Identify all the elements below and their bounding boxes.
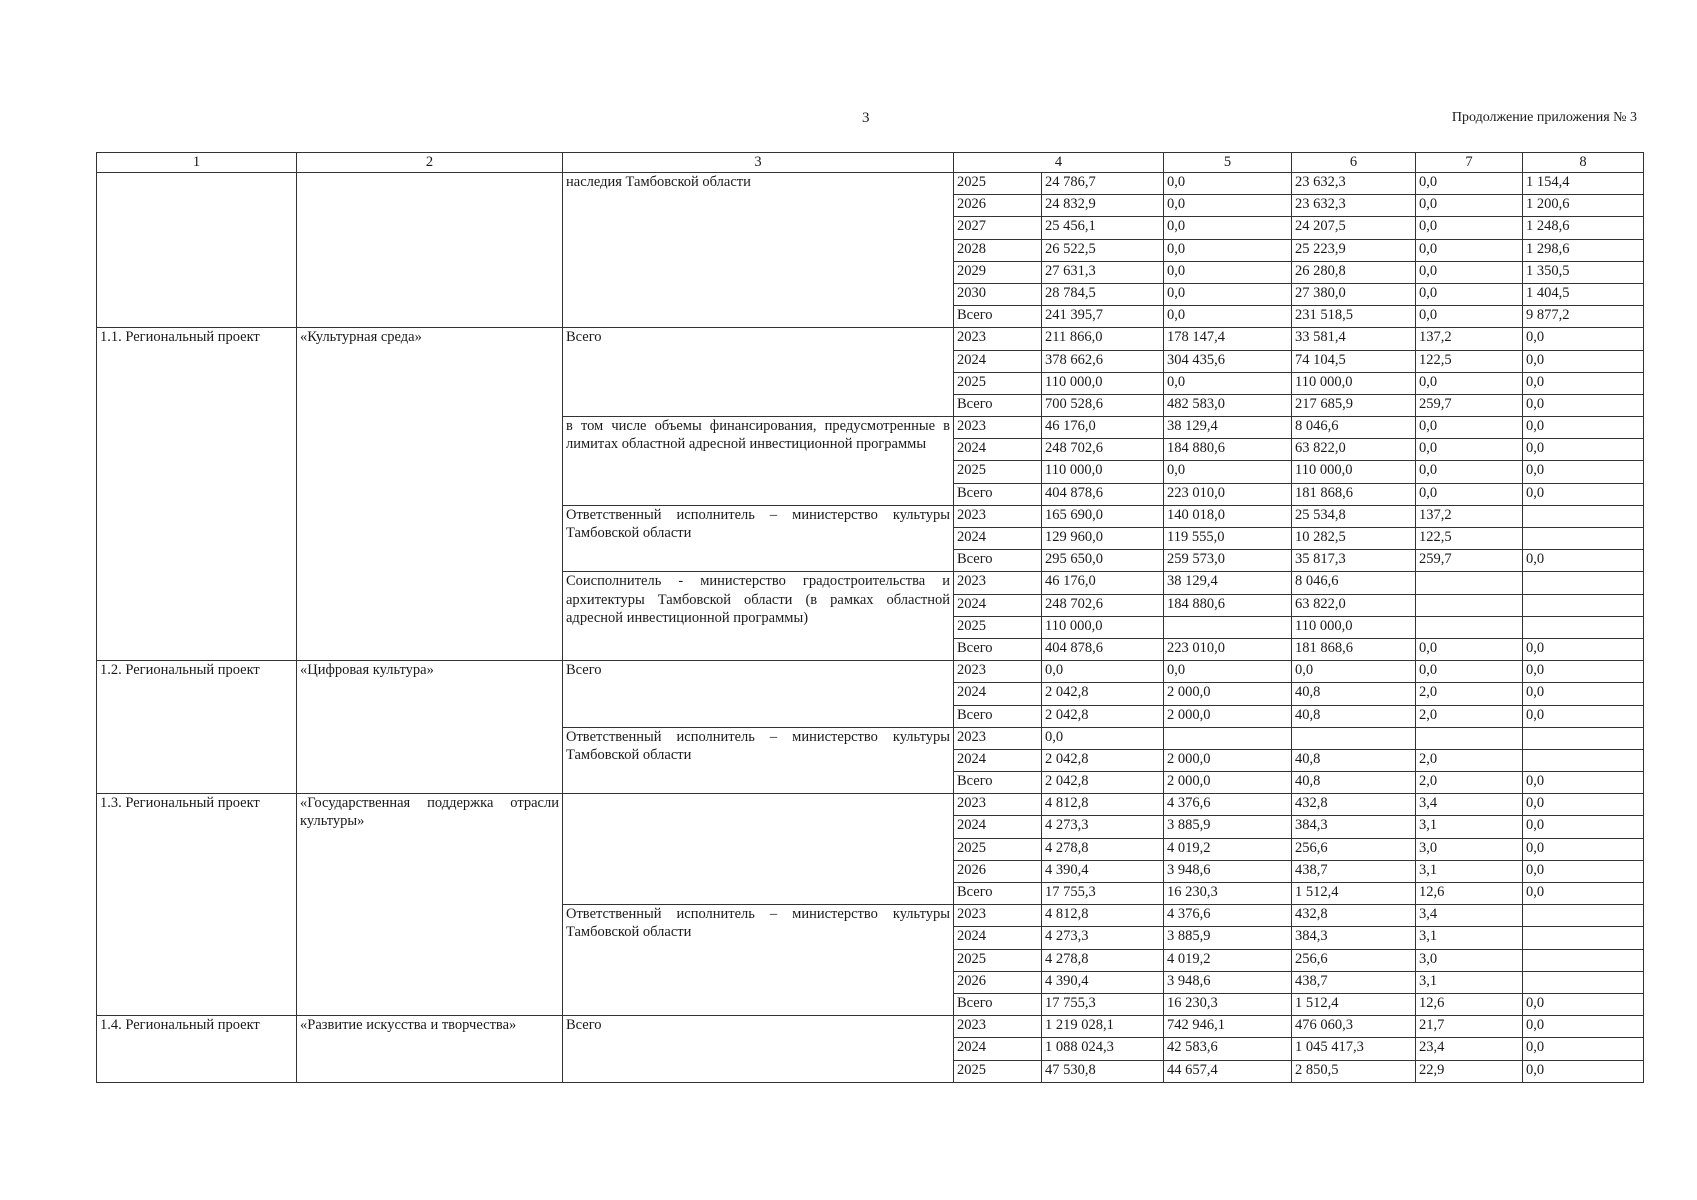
amount-cell: 0,0 [1416,283,1523,305]
project-name-cell: «Государственная поддержка отрасли культуры» [297,794,563,1016]
amount-cell: 2,0 [1416,749,1523,771]
amount-cell: 25 456,1 [1042,217,1164,239]
amount-cell: 0,0 [1164,261,1292,283]
amount-cell: 3,0 [1416,838,1523,860]
amount-cell: 38 129,4 [1164,572,1292,594]
amount-cell: 0,0 [1164,283,1292,305]
table-row [97,1016,1644,1038]
amount-cell: 35 817,3 [1292,550,1416,572]
amount-cell: 110 000,0 [1292,461,1416,483]
year-cell: 2023 [954,661,1042,683]
amount-cell: 129 960,0 [1042,528,1164,550]
amount-cell: 1 154,4 [1523,173,1644,195]
amount-cell: 8 046,6 [1292,572,1416,594]
amount-cell: 4 390,4 [1042,860,1164,882]
amount-cell: 10 282,5 [1292,528,1416,550]
amount-cell: 3 948,6 [1164,971,1292,993]
amount-cell: 42 583,6 [1164,1038,1292,1060]
amount-cell: 2 042,8 [1042,772,1164,794]
amount-cell: 110 000,0 [1042,461,1164,483]
amount-cell: 26 522,5 [1042,239,1164,261]
year-cell: 2029 [954,261,1042,283]
amount-cell: 46 176,0 [1042,417,1164,439]
amount-cell [1416,727,1523,749]
year-cell: 2023 [954,505,1042,527]
amount-cell: 0,0 [1523,372,1644,394]
year-cell: 2024 [954,439,1042,461]
executor-cell: в том числе объемы финансирования, предусмотренные в лимитах областной адресной инвестиционной программы [563,417,954,506]
amount-cell: 1 298,6 [1523,239,1644,261]
amount-cell: 0,0 [1416,306,1523,328]
amount-cell: 2 850,5 [1292,1060,1416,1082]
year-cell: Всего [954,883,1042,905]
amount-cell: 3,1 [1416,860,1523,882]
header-cell: 3 [563,153,954,173]
amount-cell: 9 877,2 [1523,306,1644,328]
project-number-cell: 1.3. Региональный проект [97,794,297,1016]
amount-cell: 0,0 [1416,483,1523,505]
amount-cell: 4 019,2 [1164,838,1292,860]
amount-cell: 2,0 [1416,772,1523,794]
amount-cell: 27 380,0 [1292,283,1416,305]
header-cell: 6 [1292,153,1416,173]
amount-cell: 16 230,3 [1164,993,1292,1015]
amount-cell: 17 755,3 [1042,883,1164,905]
year-cell: 2024 [954,528,1042,550]
amount-cell: 12,6 [1416,993,1523,1015]
amount-cell: 2,0 [1416,705,1523,727]
executor-cell: наследия Тамбовской области [563,173,954,328]
amount-cell: 46 176,0 [1042,572,1164,594]
year-cell: 2023 [954,328,1042,350]
amount-cell: 137,2 [1416,505,1523,527]
amount-cell: 2 000,0 [1164,772,1292,794]
amount-cell: 40,8 [1292,705,1416,727]
header-cell: 7 [1416,153,1523,173]
header-cell: 8 [1523,153,1644,173]
amount-cell: 40,8 [1292,683,1416,705]
amount-cell: 0,0 [1523,705,1644,727]
amount-cell: 700 528,6 [1042,394,1164,416]
amount-cell: 0,0 [1416,195,1523,217]
amount-cell: 432,8 [1292,794,1416,816]
amount-cell: 40,8 [1292,772,1416,794]
amount-cell: 119 555,0 [1164,528,1292,550]
header-cell: 2 [297,153,563,173]
amount-cell: 256,6 [1292,838,1416,860]
year-cell: 2025 [954,173,1042,195]
amount-cell: 742 946,1 [1164,1016,1292,1038]
amount-cell: 110 000,0 [1292,372,1416,394]
amount-cell: 137,2 [1416,328,1523,350]
amount-cell: 25 223,9 [1292,239,1416,261]
amount-cell: 184 880,6 [1164,594,1292,616]
amount-cell: 110 000,0 [1042,616,1164,638]
executor-cell: Всего [563,1016,954,1083]
amount-cell: 1 350,5 [1523,261,1644,283]
amount-cell: 24 786,7 [1042,173,1164,195]
amount-cell: 2 042,8 [1042,749,1164,771]
amount-cell: 0,0 [1042,661,1164,683]
amount-cell [1523,749,1644,771]
year-cell: 2023 [954,572,1042,594]
amount-cell [1523,727,1644,749]
amount-cell: 122,5 [1416,528,1523,550]
amount-cell: 24 832,9 [1042,195,1164,217]
amount-cell [1416,572,1523,594]
amount-cell [1523,594,1644,616]
amount-cell: 404 878,6 [1042,638,1164,660]
amount-cell: 1 512,4 [1292,993,1416,1015]
amount-cell: 40,8 [1292,749,1416,771]
project-number-cell: 1.2. Региональный проект [97,661,297,794]
project-number-cell: 1.1. Региональный проект [97,328,297,661]
year-cell: 2024 [954,927,1042,949]
year-cell: 2027 [954,217,1042,239]
amount-cell: 4 376,6 [1164,794,1292,816]
amount-cell: 12,6 [1416,883,1523,905]
amount-cell: 1 045 417,3 [1292,1038,1416,1060]
amount-cell [1523,616,1644,638]
amount-cell: 2 000,0 [1164,683,1292,705]
amount-cell: 3,4 [1416,794,1523,816]
amount-cell: 2 042,8 [1042,705,1164,727]
amount-cell [1523,905,1644,927]
amount-cell: 4 376,6 [1164,905,1292,927]
table-row [97,328,1644,350]
amount-cell: 0,0 [1523,328,1644,350]
amount-cell: 44 657,4 [1164,1060,1292,1082]
amount-cell [1416,594,1523,616]
amount-cell: 223 010,0 [1164,638,1292,660]
project-name-cell: «Цифровая культура» [297,661,563,794]
amount-cell [1164,616,1292,638]
amount-cell: 4 273,3 [1042,816,1164,838]
amount-cell: 0,0 [1523,394,1644,416]
amount-cell: 0,0 [1416,638,1523,660]
executor-cell: Ответственный исполнитель – министерство культуры Тамбовской области [563,505,954,572]
amount-cell: 0,0 [1523,483,1644,505]
year-cell: 2028 [954,239,1042,261]
executor-cell: Всего [563,328,954,417]
amount-cell [1416,616,1523,638]
amount-cell: 378 662,6 [1042,350,1164,372]
executor-cell: Всего [563,661,954,728]
amount-cell: 248 702,6 [1042,594,1164,616]
year-cell: 2024 [954,816,1042,838]
amount-cell: 0,0 [1164,461,1292,483]
amount-cell: 0,0 [1416,461,1523,483]
project-name-cell: «Развитие искусства и творчества» [297,1016,563,1083]
amount-cell: 3,0 [1416,949,1523,971]
amount-cell: 4 812,8 [1042,905,1164,927]
year-cell: 2024 [954,594,1042,616]
amount-cell: 2 000,0 [1164,749,1292,771]
amount-cell: 295 650,0 [1042,550,1164,572]
amount-cell: 3,1 [1416,816,1523,838]
amount-cell: 0,0 [1416,173,1523,195]
year-cell: 2024 [954,1038,1042,1060]
amount-cell: 0,0 [1416,439,1523,461]
year-cell: 2030 [954,283,1042,305]
year-cell: Всего [954,993,1042,1015]
amount-cell: 0,0 [1416,661,1523,683]
amount-cell [1523,971,1644,993]
year-cell: 2024 [954,749,1042,771]
amount-cell [1292,727,1416,749]
amount-cell: 4 273,3 [1042,927,1164,949]
year-cell: Всего [954,394,1042,416]
amount-cell: 4 278,8 [1042,949,1164,971]
amount-cell: 0,0 [1523,417,1644,439]
amount-cell: 0,0 [1416,261,1523,283]
amount-cell: 16 230,3 [1164,883,1292,905]
financing-table [96,152,1644,1083]
amount-cell: 1 200,6 [1523,195,1644,217]
year-cell: 2023 [954,905,1042,927]
amount-cell: 0,0 [1523,461,1644,483]
table-row [97,794,1644,816]
amount-cell: 74 104,5 [1292,350,1416,372]
year-cell: 2025 [954,372,1042,394]
amount-cell: 0,0 [1523,794,1644,816]
amount-cell: 1 088 024,3 [1042,1038,1164,1060]
amount-cell: 248 702,6 [1042,439,1164,461]
continuation-label: Продолжение приложения № 3 [1451,110,1637,125]
amount-cell: 0,0 [1416,239,1523,261]
project-number-cell: 1.4. Региональный проект [97,1016,297,1083]
amount-cell: 438,7 [1292,971,1416,993]
amount-cell: 259 573,0 [1164,550,1292,572]
year-cell: 2025 [954,838,1042,860]
amount-cell: 0,0 [1523,993,1644,1015]
amount-cell: 0,0 [1292,661,1416,683]
year-cell: 2023 [954,417,1042,439]
executor-cell [563,794,954,905]
year-cell: 2023 [954,1016,1042,1038]
amount-cell: 0,0 [1523,638,1644,660]
amount-cell: 259,7 [1416,550,1523,572]
amount-cell: 304 435,6 [1164,350,1292,372]
amount-cell [1523,572,1644,594]
amount-cell: 181 868,6 [1292,638,1416,660]
amount-cell: 21,7 [1416,1016,1523,1038]
amount-cell: 476 060,3 [1292,1016,1416,1038]
amount-cell: 181 868,6 [1292,483,1416,505]
amount-cell: 3,1 [1416,927,1523,949]
year-cell: Всего [954,483,1042,505]
amount-cell: 223 010,0 [1164,483,1292,505]
amount-cell: 22,9 [1416,1060,1523,1082]
header-cell: 1 [97,153,297,173]
amount-cell: 38 129,4 [1164,417,1292,439]
amount-cell: 23,4 [1416,1038,1523,1060]
amount-cell: 3,4 [1416,905,1523,927]
year-cell: 2026 [954,971,1042,993]
amount-cell: 1 512,4 [1292,883,1416,905]
amount-cell: 122,5 [1416,350,1523,372]
amount-cell [1164,727,1292,749]
amount-cell: 4 812,8 [1042,794,1164,816]
amount-cell: 3 948,6 [1164,860,1292,882]
amount-cell: 0,0 [1416,372,1523,394]
amount-cell: 1 219 028,1 [1042,1016,1164,1038]
amount-cell: 2,0 [1416,683,1523,705]
header-cell: 5 [1164,153,1292,173]
header-cell: 4 [954,153,1164,173]
amount-cell: 26 280,8 [1292,261,1416,283]
amount-cell: 17 755,3 [1042,993,1164,1015]
executor-cell: Ответственный исполнитель – министерство культуры Тамбовской области [563,727,954,794]
amount-cell: 0,0 [1523,350,1644,372]
year-cell: Всего [954,550,1042,572]
year-cell: 2023 [954,794,1042,816]
amount-cell: 28 784,5 [1042,283,1164,305]
amount-cell: 0,0 [1164,173,1292,195]
amount-cell: 63 822,0 [1292,439,1416,461]
amount-cell: 0,0 [1164,195,1292,217]
amount-cell: 4 019,2 [1164,949,1292,971]
amount-cell: 23 632,3 [1292,195,1416,217]
amount-cell: 3 885,9 [1164,816,1292,838]
amount-cell: 0,0 [1523,683,1644,705]
amount-cell: 211 866,0 [1042,328,1164,350]
amount-cell: 0,0 [1164,239,1292,261]
amount-cell: 0,0 [1164,372,1292,394]
year-cell: 2024 [954,683,1042,705]
amount-cell: 432,8 [1292,905,1416,927]
amount-cell: 0,0 [1523,883,1644,905]
amount-cell: 63 822,0 [1292,594,1416,616]
year-cell: 2026 [954,860,1042,882]
amount-cell: 24 207,5 [1292,217,1416,239]
amount-cell: 184 880,6 [1164,439,1292,461]
amount-cell: 0,0 [1523,838,1644,860]
year-cell: Всего [954,638,1042,660]
amount-cell: 0,0 [1523,772,1644,794]
amount-cell: 0,0 [1416,417,1523,439]
amount-cell: 47 530,8 [1042,1060,1164,1082]
amount-cell: 0,0 [1523,816,1644,838]
amount-cell: 165 690,0 [1042,505,1164,527]
table-row [97,661,1644,683]
amount-cell: 0,0 [1523,1016,1644,1038]
amount-cell: 1 248,6 [1523,217,1644,239]
year-cell: Всего [954,705,1042,727]
year-cell: 2025 [954,949,1042,971]
amount-cell: 384,3 [1292,816,1416,838]
year-cell: Всего [954,306,1042,328]
amount-cell: 231 518,5 [1292,306,1416,328]
executor-cell: Ответственный исполнитель – министерство культуры Тамбовской области [563,905,954,1016]
amount-cell: 438,7 [1292,860,1416,882]
amount-cell: 33 581,4 [1292,328,1416,350]
amount-cell [1523,949,1644,971]
amount-cell: 140 018,0 [1164,505,1292,527]
year-cell: 2025 [954,461,1042,483]
amount-cell: 3 885,9 [1164,927,1292,949]
amount-cell: 0,0 [1523,661,1644,683]
amount-cell: 4 390,4 [1042,971,1164,993]
amount-cell: 0,0 [1523,439,1644,461]
amount-cell: 0,0 [1523,550,1644,572]
table-row [97,173,1644,195]
amount-cell: 256,6 [1292,949,1416,971]
year-cell: 2025 [954,1060,1042,1082]
amount-cell: 25 534,8 [1292,505,1416,527]
amount-cell: 241 395,7 [1042,306,1164,328]
amount-cell: 0,0 [1164,217,1292,239]
amount-cell [1523,927,1644,949]
amount-cell: 384,3 [1292,927,1416,949]
amount-cell: 2 000,0 [1164,705,1292,727]
amount-cell: 0,0 [1164,306,1292,328]
executor-cell: Соисполнитель - министерство градостроительства и архитектуры Тамбовской области (в рамках областной адресной инвестиционной программы) [563,572,954,661]
amount-cell: 110 000,0 [1042,372,1164,394]
project-name-cell [297,173,563,328]
amount-cell: 2 042,8 [1042,683,1164,705]
amount-cell: 3,1 [1416,971,1523,993]
project-name-cell: «Культурная среда» [297,328,563,661]
year-cell: 2024 [954,350,1042,372]
year-cell: Всего [954,772,1042,794]
amount-cell: 1 404,5 [1523,283,1644,305]
amount-cell: 0,0 [1416,217,1523,239]
year-cell: 2026 [954,195,1042,217]
amount-cell: 217 685,9 [1292,394,1416,416]
page-number: 3 [862,110,870,126]
amount-cell: 404 878,6 [1042,483,1164,505]
amount-cell: 178 147,4 [1164,328,1292,350]
table-header-row [97,153,1644,173]
amount-cell: 0,0 [1042,727,1164,749]
project-number-cell [97,173,297,328]
amount-cell: 8 046,6 [1292,417,1416,439]
amount-cell: 110 000,0 [1292,616,1416,638]
amount-cell [1523,528,1644,550]
amount-cell: 0,0 [1523,1060,1644,1082]
amount-cell: 0,0 [1164,661,1292,683]
year-cell: 2025 [954,616,1042,638]
amount-cell: 27 631,3 [1042,261,1164,283]
amount-cell: 482 583,0 [1164,394,1292,416]
amount-cell: 4 278,8 [1042,838,1164,860]
year-cell: 2023 [954,727,1042,749]
amount-cell: 259,7 [1416,394,1523,416]
amount-cell: 0,0 [1523,1038,1644,1060]
amount-cell [1523,505,1644,527]
amount-cell: 0,0 [1523,860,1644,882]
amount-cell: 23 632,3 [1292,173,1416,195]
